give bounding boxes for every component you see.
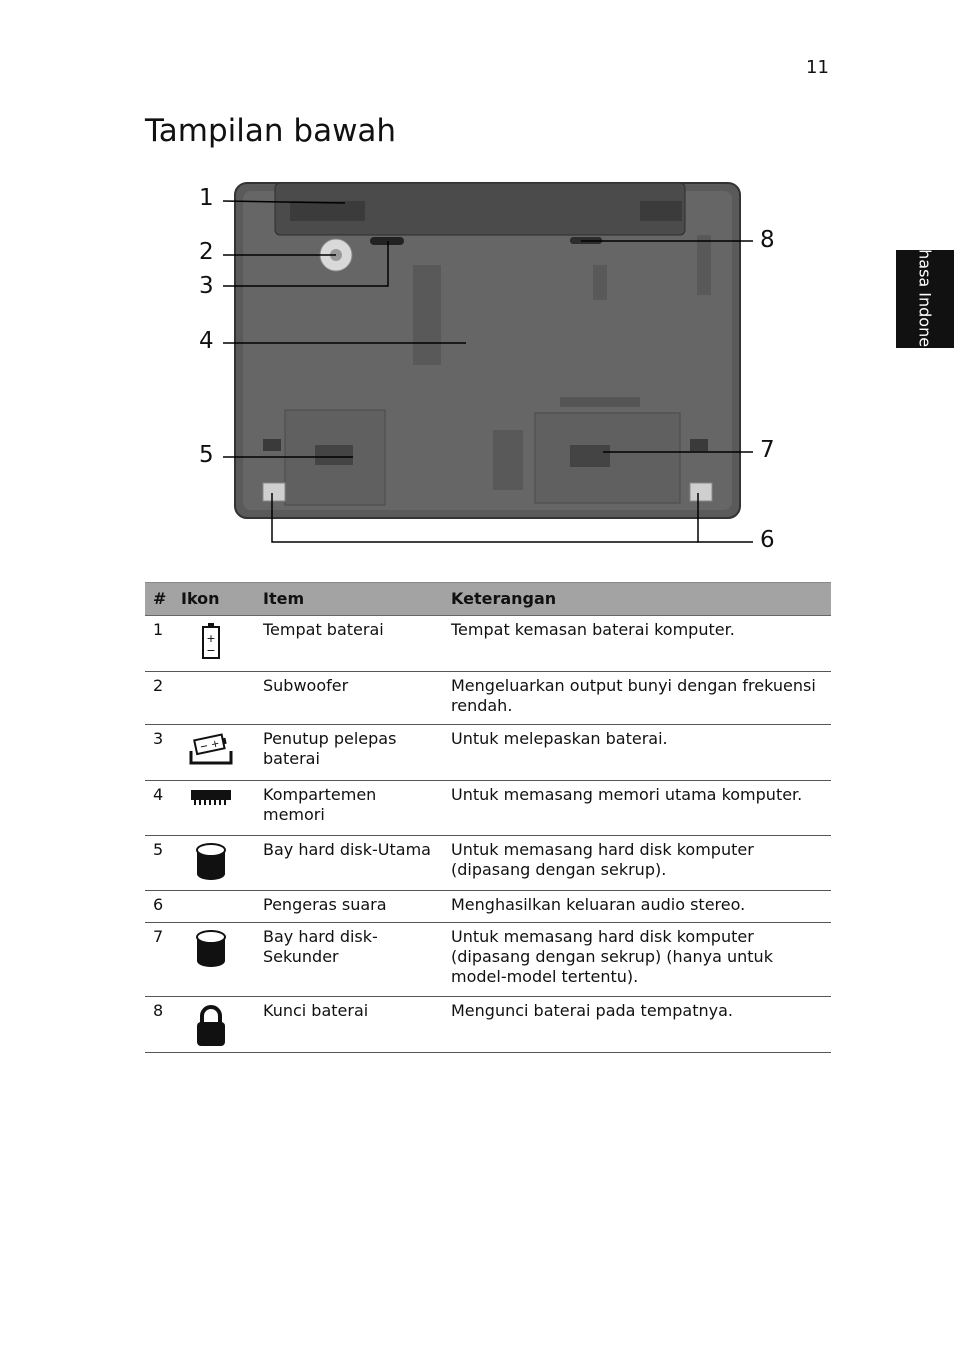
header-desc: Keterangan <box>443 583 831 616</box>
row-desc: Untuk memasang hard disk komputer (dipasang dengan sekrup) (hanya untuk model-model tertentu). <box>443 923 831 997</box>
row-desc: Untuk memasang memori utama komputer. <box>443 781 831 836</box>
language-side-tab-label: Bahasa Indonesia <box>915 228 935 370</box>
row-num: 4 <box>145 781 173 836</box>
memory-icon <box>173 787 249 807</box>
header-icon: Ikon <box>173 583 255 616</box>
callout-2: 2 <box>199 239 214 265</box>
row-num: 6 <box>145 891 173 923</box>
row-num: 8 <box>145 997 173 1053</box>
row-desc: Untuk memasang hard disk komputer (dipasang dengan sekrup). <box>443 836 831 891</box>
table-row <box>145 997 831 1053</box>
row-desc: Tempat kemasan baterai komputer. <box>443 616 831 672</box>
page-title: Tampilan bawah <box>145 113 397 149</box>
row-desc: Mengeluarkan output bunyi dengan frekuensi rendah. <box>443 672 831 725</box>
row-item: Kunci baterai <box>255 997 443 1053</box>
row-item: Kompartemen memori <box>255 781 443 836</box>
laptop-bottom-illustration <box>185 175 785 565</box>
callout-7: 7 <box>760 437 775 463</box>
row-desc: Untuk melepaskan baterai. <box>443 725 831 781</box>
table-header-row <box>145 583 831 616</box>
row-num: 3 <box>145 725 173 781</box>
callout-5: 5 <box>199 442 214 468</box>
callout-1: 1 <box>199 185 214 211</box>
row-desc: Menghasilkan keluaran audio stereo. <box>443 891 831 923</box>
callout-8: 8 <box>760 227 775 253</box>
row-item: Pengeras suara <box>255 891 443 923</box>
callout-6: 6 <box>760 527 775 553</box>
page-number: 11 <box>806 57 829 78</box>
header-num: # <box>145 583 173 616</box>
row-item: Bay hard disk-Sekunder <box>255 923 443 997</box>
table-row <box>145 725 831 781</box>
table-row <box>145 672 831 725</box>
table-row <box>145 781 831 836</box>
lock-icon <box>173 1003 249 1047</box>
header-item: Item <box>255 583 443 616</box>
svg-text:− +: − + <box>198 738 221 754</box>
row-num: 1 <box>145 616 173 672</box>
row-desc: Mengunci baterai pada tempatnya. <box>443 997 831 1053</box>
components-table <box>145 582 831 1053</box>
hard-disk-icon <box>173 929 249 969</box>
language-side-tab <box>896 228 954 370</box>
row-num: 5 <box>145 836 173 891</box>
row-item: Penutup pelepas baterai <box>255 725 443 781</box>
svg-text:−: − <box>206 644 216 657</box>
svg-text:+: + <box>206 632 216 645</box>
table-row <box>145 616 831 672</box>
callout-4: 4 <box>199 328 214 354</box>
table-row <box>145 891 831 923</box>
laptop-bottom-figure <box>185 175 785 565</box>
row-num: 7 <box>145 923 173 997</box>
table-row <box>145 836 831 891</box>
row-item: Tempat baterai <box>255 616 443 672</box>
battery-release-icon <box>173 731 249 767</box>
hard-disk-icon <box>173 842 249 882</box>
battery-icon <box>173 622 249 660</box>
row-item: Bay hard disk-Utama <box>255 836 443 891</box>
row-item: Subwoofer <box>255 672 443 725</box>
table-row <box>145 923 831 997</box>
row-num: 2 <box>145 672 173 725</box>
callout-3: 3 <box>199 273 214 299</box>
